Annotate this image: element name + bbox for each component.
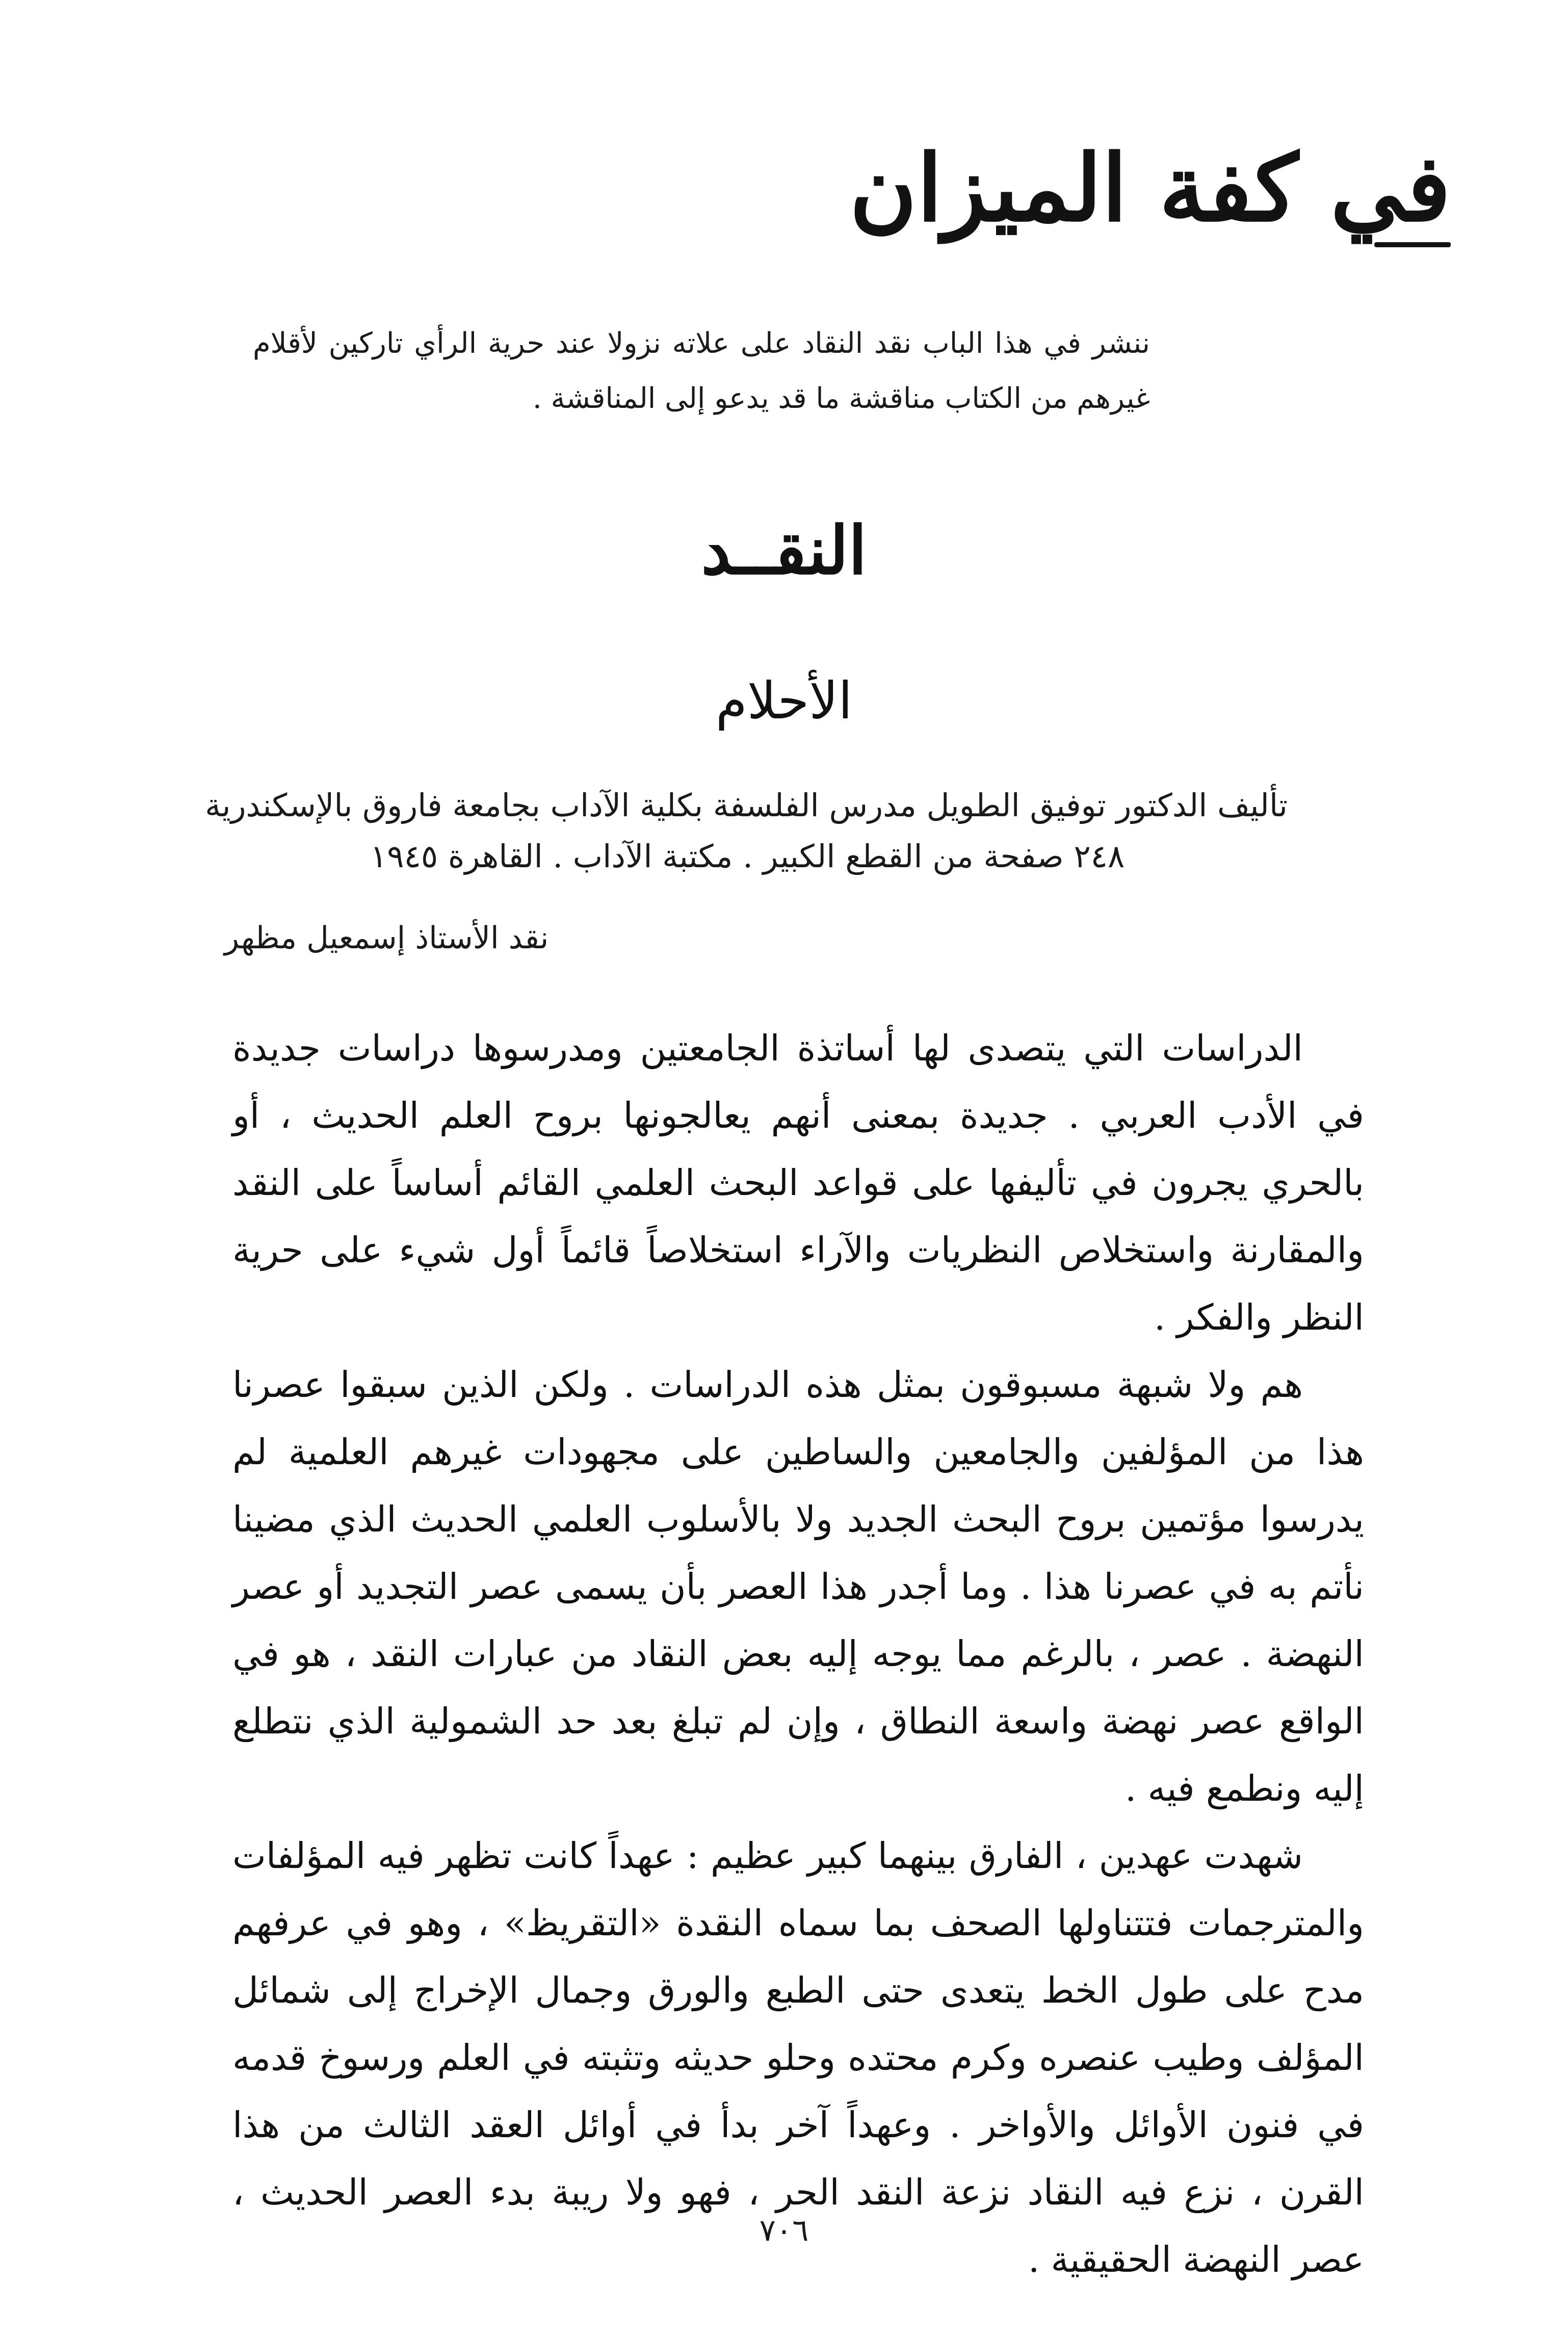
body-paragraph: شهدت عهدين ، الفارق بينهما كبير عظيم : عهداً كانت تظهر فيه المؤلفات والمترجمات فتتناولها الصحف بما سماه النقدة «التقريظ» ، وهو في عرفهم مدح على طول الخط يتعدى حتى الطبع والورق وجمال الإخراج إلى شمائل المؤلف وطيب عنصره وكرم محتده وحلو حديثه وتثبته في العلم ورسوخ قدمه في فنون الأوائل والأواخر . وعهداً آخر بدأ في أوائل العقد الثالث من هذا القرن ، نزع فيه النقاد نزعة النقد الحر ، فهو ولا ريبة بدء العصر الحديث ، عصر النهضة الحقيقية . (232, 1835, 1364, 2280)
book-metadata (205, 780, 1288, 882)
page-number: ٧٠٦ (759, 2213, 809, 2248)
main-title: النقــد (701, 511, 867, 589)
article-body (232, 1015, 1364, 2293)
intro-note: ننشر في هذا الباب نقد النقاد على علاته نزولا عند حرية الرأي تاركين لأقلام غيرهم من الكتاب مناقشة ما قد يدعو إلى المناقشة . (253, 327, 1150, 415)
section-title: في كفة الميزان (849, 135, 1451, 242)
section-header (849, 135, 1451, 260)
body-paragraph: هم ولا شبهة مسبوقون بمثل هذه الدراسات . ولكن الذين سبقوا عصرنا هذا من المؤلفين والجامعين والساطين على مجهودات غيرهم العلمية لم يدرسوا مؤتمين بروح البحث الجديد ولا بالأسلوب العلمي الحديث الذي مضينا نأتم به في عصرنا هذا . وما أجدر هذا العصر بأن يسمى عصر التجديد أو عصر النهضة . عصر ، بالرغم مما يوجه إليه بعض النقاد من عبارات النقد ، هو في الواقع عصر نهضة واسعة النطاق ، وإن لم تبلغ بعد حد الشمولية الذي نتطلع إليه ونطمع فيه . (232, 1364, 1365, 1809)
book-publication-line: ٢٤٨ صفحة من القطع الكبير . مكتبة الآداب . القاهرة ١٩٤٥ (370, 838, 1125, 875)
book-title: الأحلام (715, 671, 853, 731)
body-paragraph: الدراسات التي يتصدى لها أساتذة الجامعتين ومدرسوها دراسات جديدة في الأدب العربي . جديدة بمعنى أنهم يعالجونها بروح العلم الحديث ، أو بالحري يجرون في تأليفها على قواعد البحث العلمي القائم أساساً على النقد والمقارنة واستخلاص النظريات والآراء استخلاصاً قائماً أول شيء على حرية النظر والفكر . (232, 1027, 1364, 1338)
book-author-line: تأليف الدكتور توفيق الطويل مدرس الفلسفة بكلية الآداب بجامعة فاروق بالإسكندرية (205, 787, 1288, 824)
reviewer-credit: نقد الأستاذ إسمعيل مظهر (224, 920, 549, 956)
section-title-underline (1374, 242, 1451, 247)
